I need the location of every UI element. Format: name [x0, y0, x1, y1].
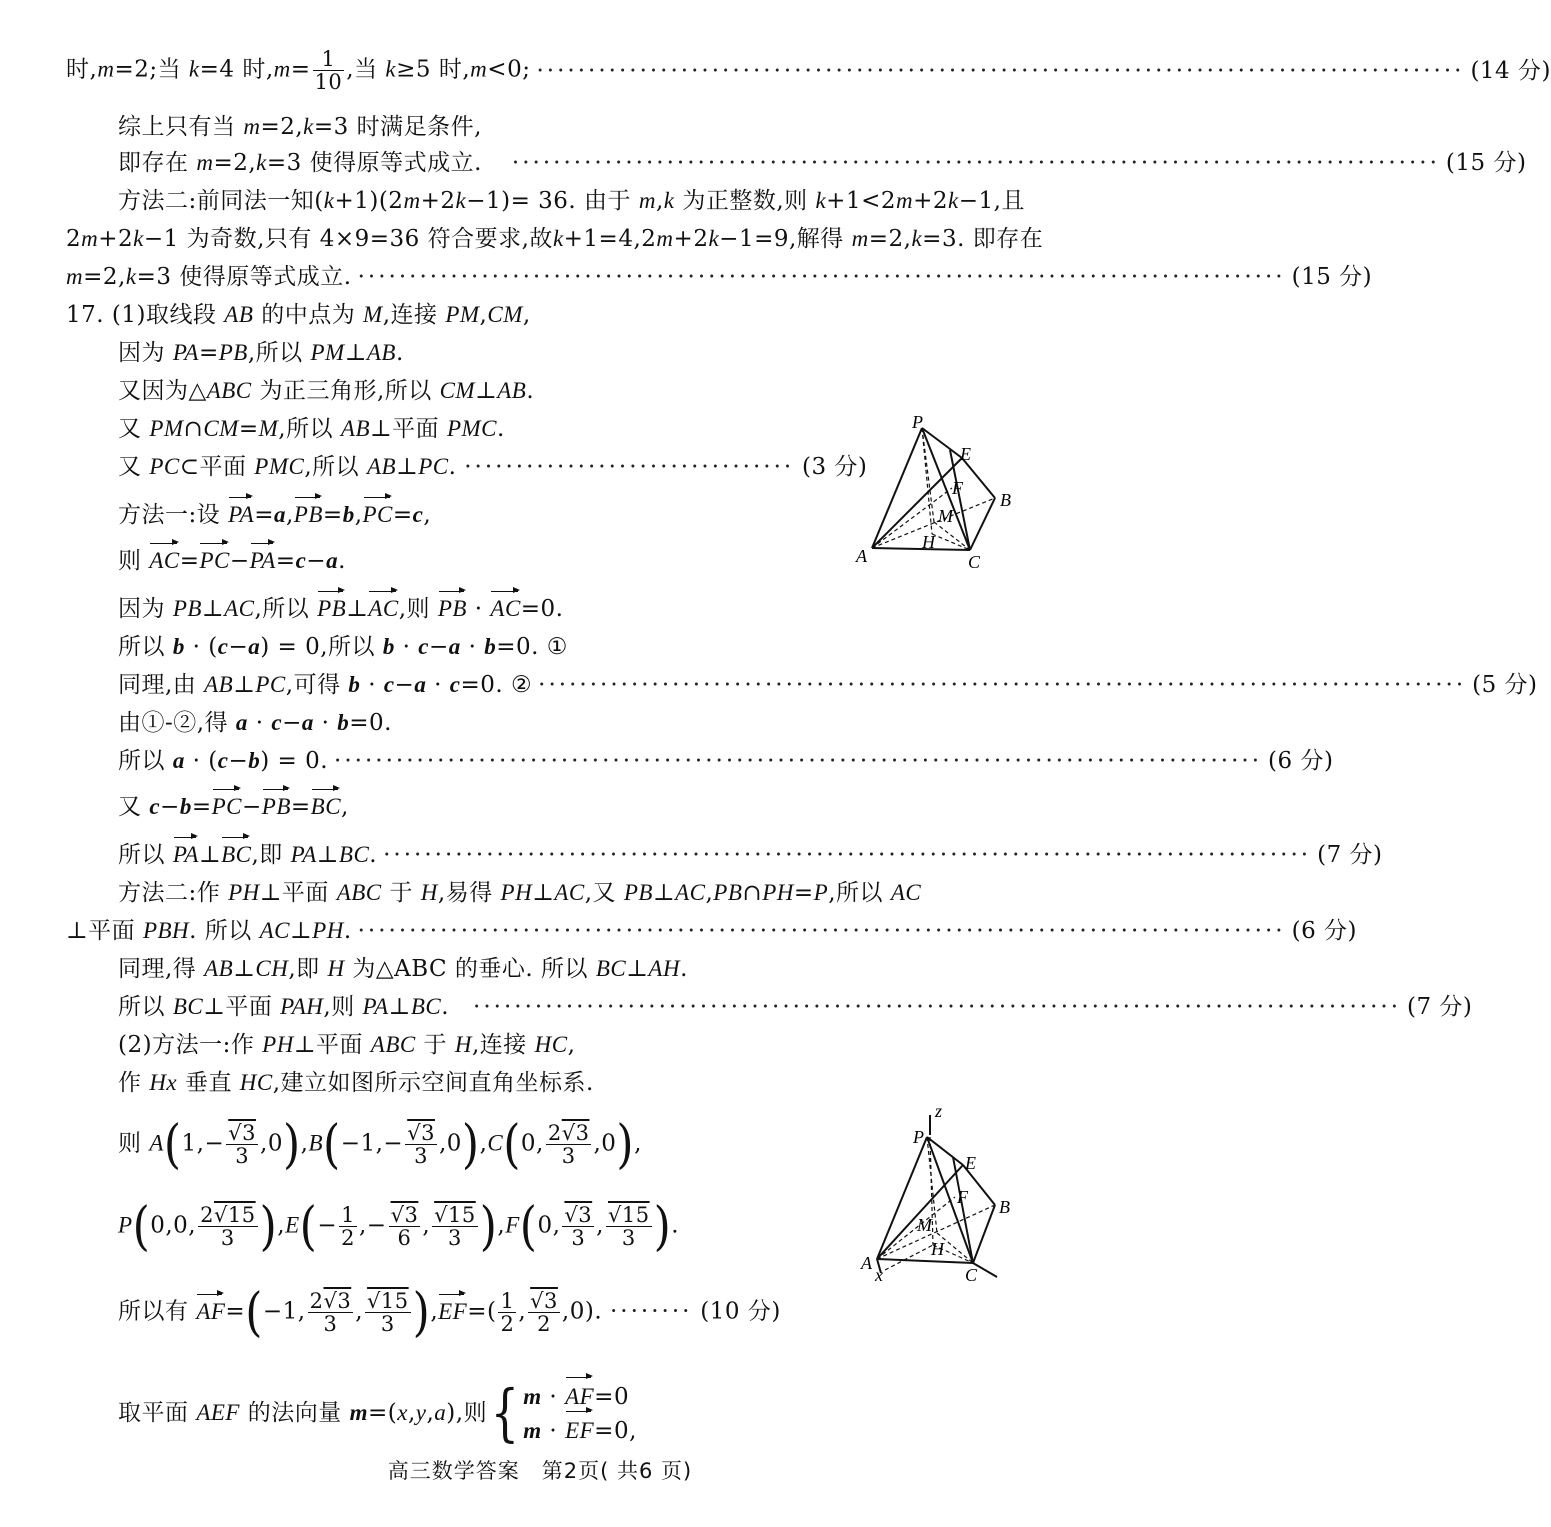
score: (7 分)	[1317, 842, 1383, 868]
text: 所以	[118, 994, 165, 1020]
text: 易得	[445, 880, 493, 906]
text: 平面	[88, 918, 136, 944]
fig-label-x: x	[875, 1265, 883, 1285]
text: 所以有	[118, 1298, 189, 1325]
text: ①	[546, 634, 568, 660]
page-footer: 高三数学答案 第2页( 共6 页)	[387, 1459, 693, 1483]
line-method2a: 方法二:作 PH⊥平面 ABC 于 H,易得 PH⊥AC,又 PB⊥AC,PB∩PH=P,所以 AC	[118, 880, 922, 906]
text: 即存在	[972, 226, 1044, 252]
text: 同理,由	[118, 672, 197, 698]
text: 连接	[390, 302, 438, 328]
text: 因为	[118, 596, 165, 622]
fig-label-C: C	[968, 552, 981, 572]
text: 即	[259, 842, 283, 868]
question-number: 17.	[66, 302, 105, 328]
text: 方法二:作	[118, 880, 221, 906]
line-equilateral: 又因为△ABC 为正三角形,所以 CM⊥AB.	[118, 378, 535, 404]
text: 时满足条件,	[356, 114, 482, 140]
text: 又	[118, 454, 142, 480]
line-method2b: ⊥平面 PBH. 所以 AC⊥PH. ·························································································· (6 分)	[66, 918, 1358, 944]
text: 的中点为	[261, 302, 356, 328]
text: 因为	[118, 340, 165, 366]
line-6pts: 所以 a · (c−b) = 0. ·························································································· (6 分)	[118, 748, 1334, 774]
text: 所以	[312, 454, 360, 480]
text: 所以	[328, 634, 376, 660]
text: 为△ABC 的垂心. 所以	[352, 956, 589, 982]
text: 由①-②,得	[118, 710, 229, 736]
text: 时,	[438, 56, 471, 83]
line-method2-1: 方法二:前同法一知(k+1)(2m+2k−1)= 36. 由于 m,k 为正整数,则 k+1<2m+2k−1,且	[118, 188, 1025, 214]
fig-label-A: A	[861, 1253, 872, 1273]
fig-label-A: A	[856, 546, 867, 566]
score: (3 分)	[802, 454, 868, 480]
text: 于	[389, 880, 413, 906]
text: 同理,得	[118, 956, 197, 982]
q17-heading: 17. (1)取线段 AB 的中点为 M,连接 PM,CM,	[66, 302, 531, 328]
text: 所以	[255, 340, 303, 366]
line-1: 时,m=2;当 k=4 时,m= $\frac{1}{10}$ ,当 k≥5 时,m<0; ·························································································· (14 分)	[66, 47, 1551, 95]
fig-label-H: H	[931, 1239, 944, 1259]
fig-label-E: E	[960, 444, 971, 464]
text: 平面	[199, 454, 247, 480]
fig-label-P: P	[913, 1127, 924, 1147]
text: 则	[331, 994, 355, 1020]
text: 平面	[315, 1032, 363, 1058]
fig-label-M: M	[917, 1215, 932, 1235]
line-method2-3: m=2,k=3 使得原等式成立. ·························································································· (15 分)	[66, 264, 1373, 290]
line-3pts: 又 PC⊂平面 PMC,所以 AB⊥PC. ································ (3 分)	[118, 454, 868, 480]
text: 使得原等式成立.	[309, 150, 482, 176]
text: 则	[118, 548, 142, 574]
score: (5 分)	[1472, 672, 1538, 698]
line-normal: 取平面 AEF 的法向量 m=(x,y,a),则 { m · AF=0 m · EF=0,	[118, 1377, 637, 1450]
line-ortho: 同理,得 AB⊥CH,即 H 为△ABC 的垂心. 所以 BC⊥AH.	[118, 956, 688, 982]
fig-label-P: P	[912, 412, 923, 432]
score: (15 分)	[1445, 150, 1527, 176]
pyramid-figure-1	[850, 410, 1025, 575]
line-7pts: 所以 PA⊥BC,即 PA⊥BC. ·························································································· (7 分)	[118, 842, 1383, 868]
fig-label-C: C	[965, 1265, 978, 1285]
text: 所以	[118, 842, 165, 868]
line-method1-set: 方法一:设 PA=a,PB=b,PC=c,	[118, 502, 432, 528]
fig-label-F: F	[957, 1187, 968, 1207]
pyramid-figure-2	[855, 1101, 1030, 1285]
line-part2b: 作 Hx 垂直 HC,建立如图所示空间直角坐标系.	[118, 1070, 594, 1096]
text: 平面	[281, 880, 329, 906]
text: 又	[118, 794, 142, 820]
line-method2-2: 2m+2k−1 为奇数,只有 4×9=36 符合要求,故k+1=4,2m+2k−1=9,解得 m=2,k=3. 即存在	[66, 226, 1044, 252]
line-2: 综上只有当 m=2,k=3 时满足条件,	[118, 114, 482, 140]
line-c-b: 又 c−b=PC−PB=BC,	[118, 794, 349, 820]
text: 所以	[118, 748, 165, 774]
fig-label-B: B	[1000, 490, 1011, 510]
text: 解得	[796, 226, 844, 252]
fraction: $\frac{1}{10}$	[314, 47, 343, 95]
score: (10 分)	[700, 1298, 781, 1325]
score: (14 分)	[1470, 57, 1551, 84]
text: 为正三角形,所以	[259, 378, 432, 404]
text: 符合要求,故	[427, 226, 553, 252]
score: (15 分)	[1291, 264, 1373, 290]
text: 时,	[66, 56, 98, 83]
score: (7 分)	[1407, 994, 1473, 1020]
fig-label-z: z	[935, 1101, 943, 1121]
text: 又	[592, 880, 617, 906]
fig-label-H: H	[922, 532, 935, 552]
text: 由于	[584, 188, 632, 214]
text: 当	[354, 56, 378, 83]
line-pb-ac: 因为 PB⊥AC,所以 PB⊥AC,则 PB · AC=0.	[118, 596, 564, 622]
line-coords-2: P(0,0, $\frac{2√15}{3}$ ),E(− $\frac{1}{2}$ ,− $\frac{√3}{6}$ , $\frac{√15}{3}$ ),F(0, $\frac{√3}{3}$ , $\frac{√15}{3}$ ).	[118, 1195, 680, 1257]
line-diff: 由①-②,得 a · c−a · b=0.	[118, 710, 392, 736]
fig-label-E: E	[965, 1153, 976, 1173]
text: 方法二:前同法一知	[118, 188, 315, 214]
score: (6 分)	[1291, 918, 1358, 944]
line-eq2: 同理,由 AB⊥PC,可得 b · c−a · c=0. ② ·························································································· (5 分)	[118, 672, 1538, 698]
text: 为正整数,则	[682, 188, 808, 214]
text: ②	[511, 672, 533, 698]
text: 平面	[392, 416, 440, 442]
text: 垂直	[184, 1070, 232, 1096]
text: 取平面	[118, 1400, 189, 1426]
text: 方法一:设	[118, 502, 221, 528]
text: 于	[423, 1032, 448, 1058]
line-7pts-b: 所以 BC⊥平面 PAH,则 PA⊥BC. ·························································································· (7 分)	[118, 994, 1473, 1020]
fig-label-F: F	[952, 478, 963, 498]
text: 则	[463, 1400, 488, 1426]
line-eq1: 所以 b · (c−a) = 0,所以 b · c−a · b=0. ①	[118, 634, 568, 660]
line-pm-cm: 又 PM∩CM=M,所以 AB⊥平面 PMC.	[118, 416, 505, 442]
text: 平面	[225, 994, 273, 1020]
text: (1)取线段	[111, 302, 217, 328]
line-af-ef: 所以有 AF=(−1, $\frac{2√3}{3}$ , $\frac{√15}{3}$ ),EF=( $\frac{1}{2}$ , $\frac{√3}{2}$ ,0). ········ (10 分)	[118, 1281, 781, 1343]
text: 所以	[262, 596, 310, 622]
text: 且	[1001, 188, 1025, 214]
text: 又	[118, 416, 142, 442]
text: 则	[118, 1130, 142, 1157]
text: 所以	[118, 634, 165, 660]
fig-label-M: M	[938, 506, 953, 526]
text: 可得	[293, 672, 341, 698]
line-ac: 则 AC=PC−PA=c−a.	[118, 548, 346, 574]
score: (6 分)	[1268, 748, 1334, 774]
text: 当	[157, 56, 182, 83]
text: 的法向量	[247, 1400, 342, 1426]
text: 时,	[242, 56, 274, 83]
text: (2)方法一:作	[118, 1032, 255, 1058]
line-3: 即存在 m=2,k=3 使得原等式成立. ·························································································· (15 分)	[118, 150, 1527, 176]
equation-system: { m · AF=0 m · EF=0,	[490, 1377, 637, 1450]
text: 所以	[204, 918, 252, 944]
text: 所以	[286, 416, 334, 442]
text: 连接	[479, 1032, 527, 1058]
line-coords-1: 则 A(1,− $\frac{√3}{3}$ ,0),B(−1,− $\frac{√3}{3}$ ,0),C(0, $\frac{2√3}{3}$ ,0),	[118, 1113, 642, 1175]
text: 使得原等式成立.	[179, 264, 352, 290]
text: 综上只有当	[118, 114, 236, 140]
text: 即存在	[118, 150, 189, 176]
line-pa-pb: 因为 PA=PB,所以 PM⊥AB.	[118, 340, 404, 366]
text: 为奇数,只有	[186, 226, 312, 252]
line-part2: (2)方法一:作 PH⊥平面 ABC 于 H,连接 HC,	[118, 1032, 576, 1058]
text: 所以	[836, 880, 884, 906]
text: 又因为	[118, 378, 189, 404]
text: 即	[296, 956, 320, 982]
text: 则	[406, 596, 431, 622]
fig-label-B: B	[999, 1197, 1010, 1217]
text: 建立如图所示空间直角坐标系.	[280, 1070, 594, 1096]
